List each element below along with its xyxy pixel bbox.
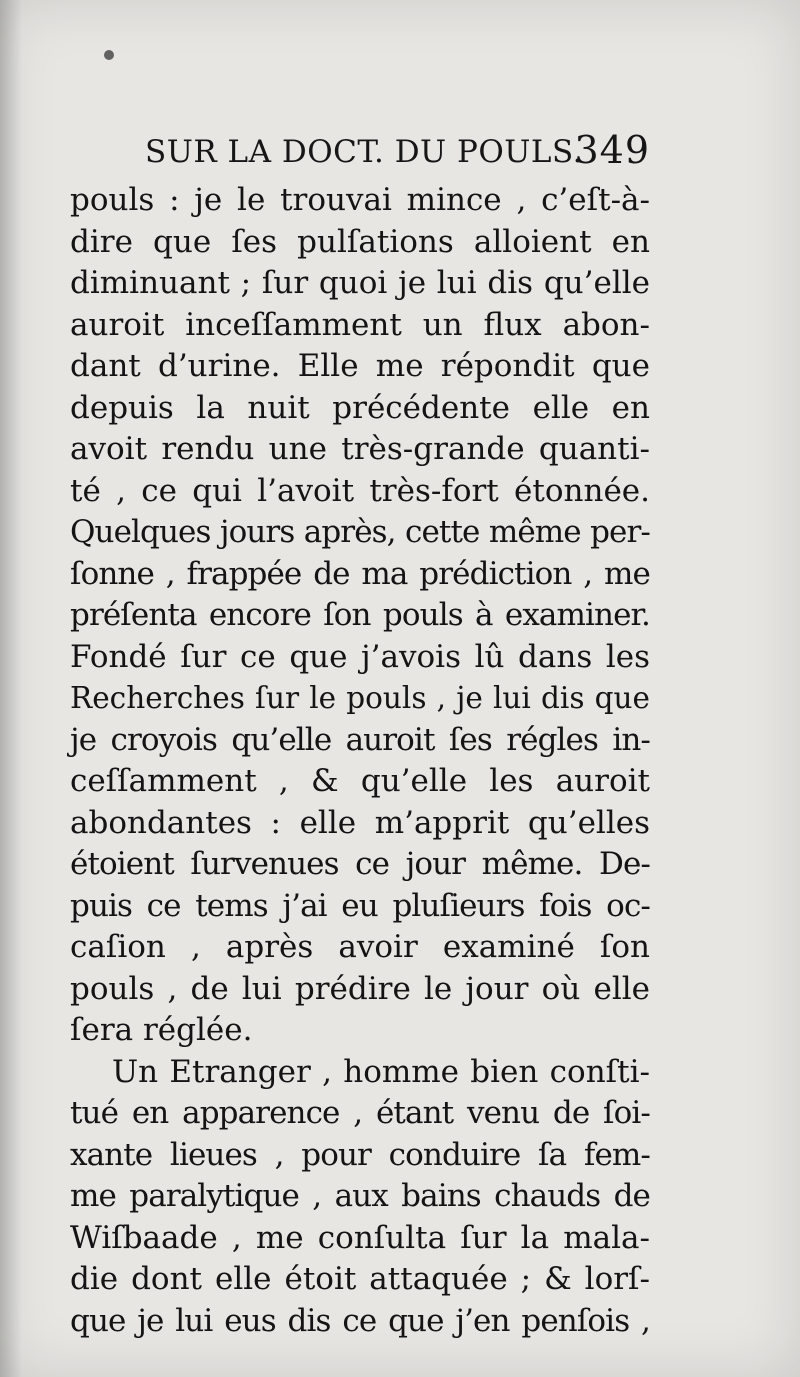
- text-line: abondantes : elle m’apprit qu’elles: [70, 804, 650, 841]
- spine-shadow: [0, 0, 22, 1377]
- text-line: auroit inceſſamment un flux abon-: [70, 306, 650, 343]
- text-line: Un Etranger , homme bien conſti-: [112, 1053, 650, 1090]
- text-line: pouls , de lui prédire le jour où elle: [70, 970, 650, 1007]
- text-line: xante lieues , pour conduire ſa fem-: [70, 1136, 650, 1173]
- text-line: étoient ſurvenues ce jour même. De-: [70, 846, 650, 882]
- text-line: Fondé ſur ce que j’avois lû dans les: [70, 638, 650, 675]
- text-line: Wiſbaade , me conſulta ſur la mala-: [70, 1219, 650, 1256]
- running-head: [145, 128, 650, 172]
- text-line: Recherches ſur le pouls , je lui dis que: [70, 681, 650, 715]
- text-line: ſonne , frappée de ma prédiction , me: [70, 555, 650, 592]
- text-line: dant d’urine. Elle me répondit que: [70, 348, 650, 384]
- text-line: pouls : je le trouvai mince , c’eſt-à-: [70, 182, 650, 218]
- text-line: je croyois qu’elle auroit ſes régles in-: [70, 721, 650, 758]
- text-line: tué en apparence , étant venu de ſoi-: [70, 1095, 650, 1131]
- text-line: Quelques jours après, cette même per-: [70, 514, 650, 550]
- text-line: puis ce tems j’ai eu pluſieurs fois oc-: [70, 887, 650, 924]
- text-line: té , ce qui l’avoit très-fort étonnée.: [70, 472, 650, 509]
- ink-spot: [104, 50, 114, 60]
- text-line: diminuant ; ſur quoi je lui dis qu’elle: [70, 265, 650, 301]
- text-line: me paralytique , aux bains chauds de: [70, 1178, 650, 1214]
- text-line: depuis la nuit précédente elle en: [70, 389, 650, 426]
- text-line: que je lui eus dis ce que j’en penſois ,: [70, 1302, 650, 1339]
- body-text: [70, 180, 650, 1342]
- text-line: préſenta encore ſon pouls à examiner.: [70, 597, 650, 633]
- text-line: ceſſamment , & qu’elle les auroit: [70, 763, 650, 799]
- text-line: ſera réglée.: [70, 1012, 253, 1048]
- page-number: 349: [574, 128, 650, 172]
- running-title: SUR LA DOCT. DU POULS.: [145, 134, 584, 170]
- text-line: caſion , après avoir examiné ſon: [70, 929, 650, 965]
- text-line: die dont elle étoit attaquée ; & lorſ-: [70, 1261, 650, 1297]
- text-line: dire que ſes pulſations alloient en: [70, 223, 650, 260]
- text-line: avoit rendu une très-grande quanti-: [70, 431, 650, 467]
